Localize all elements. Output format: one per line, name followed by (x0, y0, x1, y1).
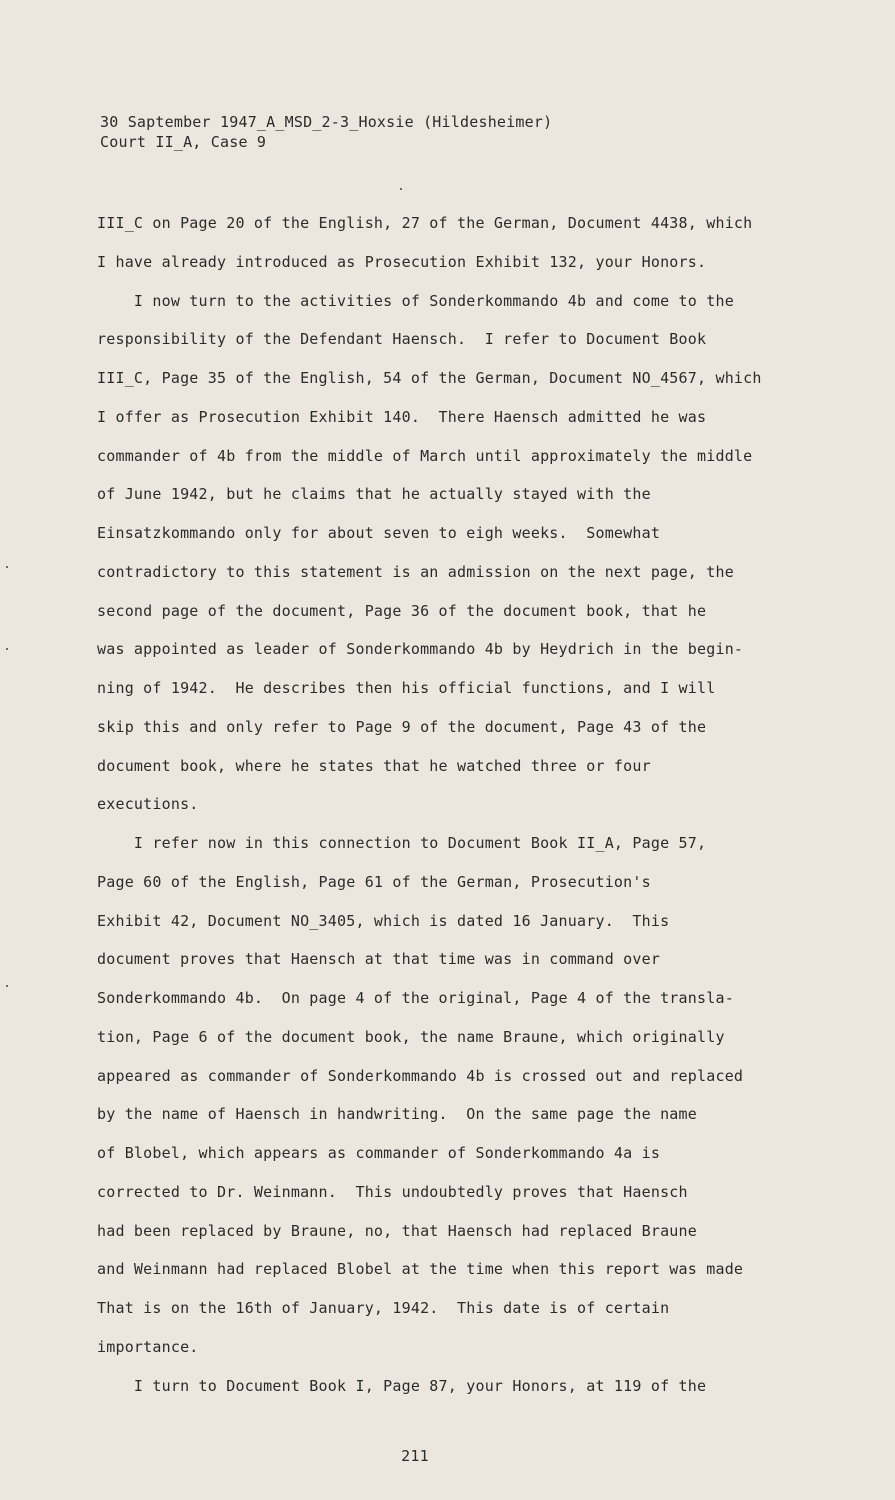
text-line: of Blobel, which appears as commander of Sonderkommando 4a is (97, 1144, 661, 1162)
text-line: I refer now in this connection to Document Book II_A, Page 57, (97, 834, 707, 852)
page-number: 211 (401, 1447, 429, 1465)
text-line: Page 60 of the English, Page 61 of the German, Prosecution's (97, 872, 651, 891)
text-line: contradictory to this statement is an admission on the next page, the (97, 562, 734, 581)
text-line: document book, where he states that he watched three or four (97, 756, 651, 775)
paper-speck (400, 188, 402, 190)
text-line: of June 1942, but he claims that he actually stayed with the (97, 485, 651, 504)
text-line: III_C, Page 35 of the English, 54 of the German, Document NO_4567, which (97, 369, 762, 387)
text-line: That is on the 16th of January, 1942. This date is of certain (97, 1299, 670, 1317)
margin-speck (6, 985, 8, 987)
text-line: Einsatzkommando only for about seven to eigh weeks. Somewhat (97, 524, 661, 542)
margin-speck (6, 648, 8, 650)
text-line: and Weinmann had replaced Blobel at the time when this report was made (97, 1260, 744, 1279)
text-line: skip this and only refer to Page 9 of the document, Page 43 of the (97, 717, 707, 736)
text-line: I have already introduced as Prosecution Exhibit 132, your Honors. (97, 252, 707, 271)
text-line: I turn to Document Book I, Page 87, your Honors, at 119 of the (97, 1376, 707, 1395)
text-line: III_C on Page 20 of the English, 27 of the German, Document 4438, which (97, 214, 753, 232)
header-court-line: Court II_A, Case 9 (100, 133, 267, 151)
text-line: was appointed as leader of Sonderkommando 4b by Heydrich in the begin- (97, 640, 744, 659)
text-line: tion, Page 6 of the document book, the name Braune, which originally (97, 1027, 725, 1046)
text-line: commander of 4b from the middle of March until approximately the middle (97, 446, 753, 465)
header-date-line: 30 Saptember 1947_A_MSD_2-3_Hoxsie (Hildesheimer) (100, 113, 553, 131)
text-line: responsibility of the Defendant Haensch. I refer to Document Book (97, 330, 707, 349)
margin-speck (6, 566, 8, 568)
document-header (100, 112, 552, 152)
text-line: I now turn to the activities of Sonderkommando 4b and come to the (97, 291, 734, 310)
text-line: document proves that Haensch at that time was in command over (97, 950, 661, 969)
transcript-body (97, 210, 817, 1411)
text-line: by the name of Haensch in handwriting. On the same page the name (97, 1105, 697, 1124)
text-line: importance. (97, 1337, 199, 1356)
text-line: had been replaced by Braune, no, that Haensch had replaced Braune (97, 1221, 697, 1240)
text-line: ning of 1942. He describes then his official functions, and I will (97, 679, 716, 697)
text-line: Sonderkommando 4b. On page 4 of the original, Page 4 of the transla- (97, 989, 734, 1007)
text-line: I offer as Prosecution Exhibit 140. There Haensch admitted he was (97, 407, 707, 426)
text-line: Exhibit 42, Document NO_3405, which is dated 16 January. This (97, 911, 670, 930)
text-line: executions. (97, 795, 199, 814)
text-line: appeared as commander of Sonderkommando 4b is crossed out and replaced (97, 1066, 744, 1085)
text-line: corrected to Dr. Weinmann. This undoubtedly proves that Haensch (97, 1182, 688, 1201)
text-line: second page of the document, Page 36 of the document book, that he (97, 601, 707, 620)
